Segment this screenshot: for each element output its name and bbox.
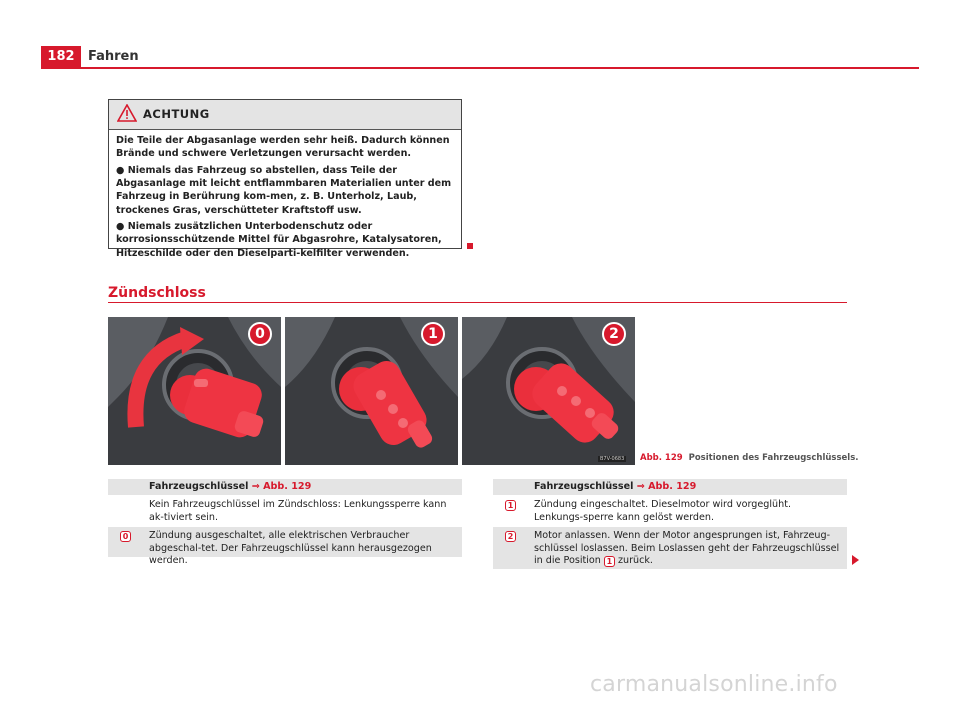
table-header-text: Fahrzeugschlüssel bbox=[534, 481, 637, 492]
warning-bullet: ● Niemals das Fahrzeug so abstellen, dass Teile der Abgasanlage mit leicht entflammbaren Materialien unter dem Fahrzeug in Berührung kom-men, z. B. Unterholz, Laub, trockenes Gras, verschütteter Kraftstoff usw. bbox=[116, 164, 452, 216]
table-row bbox=[493, 495, 847, 526]
table-row-text: Zündung ausgeschaltet, alle elektrischen Verbraucher abgeschal-tet. Der Fahrzeugschlüssel kann herausgezogen werden. bbox=[149, 530, 432, 566]
key-positions-table-right bbox=[493, 479, 847, 569]
table-row-text bbox=[534, 530, 840, 568]
figure-caption-text: Positionen des Fahrzeugschlüssels. bbox=[688, 453, 859, 463]
position-badge-1: 1 bbox=[421, 322, 445, 346]
ignition-key-figure bbox=[108, 317, 632, 465]
table-row-text: Zündung eingeschaltet. Dieselmotor wird vorgeglüht. Lenkungs-sperre kann gelöst werden. bbox=[534, 499, 792, 523]
position-key-2: 2 bbox=[505, 531, 516, 542]
warning-box bbox=[108, 99, 462, 259]
figure-panel-position-0 bbox=[108, 317, 281, 465]
position-badge-0: 0 bbox=[248, 322, 272, 346]
image-code: B7V-0683 bbox=[600, 456, 625, 462]
table-row bbox=[493, 526, 847, 569]
table-row-text: Kein Fahrzeugschlüssel im Zündschloss: Lenkungssperre kann ak-tiviert sein. bbox=[149, 499, 447, 523]
table-row bbox=[108, 526, 462, 566]
warning-header bbox=[109, 100, 461, 130]
inline-position-key-1: 1 bbox=[604, 556, 615, 567]
table-header bbox=[108, 479, 462, 495]
key-positions-table-left bbox=[108, 479, 462, 566]
position-key-0: 0 bbox=[120, 531, 131, 542]
section-rule bbox=[108, 302, 847, 303]
section-end-marker bbox=[467, 243, 473, 249]
chapter-title: Fahren bbox=[88, 49, 139, 64]
section-title: Zündschloss bbox=[108, 285, 206, 301]
warning-paragraph: Die Teile der Abgasanlage werden sehr heiß. Dadurch können Brände und schwere Verletzungen verursacht werden. bbox=[116, 135, 450, 160]
figure-caption-label: Abb. 129 bbox=[640, 453, 683, 463]
warning-body bbox=[116, 134, 458, 263]
watermark: carmanualsonline.info bbox=[590, 672, 838, 697]
figure-caption bbox=[640, 453, 859, 463]
warning-triangle-icon bbox=[117, 104, 137, 122]
header-rule bbox=[41, 67, 919, 69]
position-badge-2: 2 bbox=[602, 322, 626, 346]
warning-title: ACHTUNG bbox=[143, 107, 210, 121]
warning-bullet: ● Niemals zusätzlichen Unterbodenschutz oder korrosionsschützende Mittel für Abgasrohre, Katalysatoren, Hitzeschilde oder den Dieselparti-kelfilter verwenden. bbox=[116, 221, 442, 259]
continue-arrow-icon bbox=[852, 555, 859, 565]
figure-reference-link[interactable]: ⇒ Abb. 129 bbox=[636, 481, 697, 492]
figure-reference-link[interactable]: ⇒ Abb. 129 bbox=[251, 481, 312, 492]
position-key-1: 1 bbox=[505, 500, 516, 511]
page-number: 182 bbox=[41, 46, 81, 68]
figure-panel-position-1 bbox=[285, 317, 458, 465]
row-text-part: zurück. bbox=[614, 555, 653, 566]
table-header bbox=[493, 479, 847, 495]
row-text-part: Motor anlassen. Wenn der Motor angesprungen ist, Fahrzeug-schlüssel loslassen. Beim Loslassen geht der Fahrzeugschlüssel in die Position bbox=[534, 530, 840, 566]
table-row bbox=[108, 495, 462, 526]
table-header-text: Fahrzeugschlüssel bbox=[149, 481, 252, 492]
figure-panel-position-2 bbox=[462, 317, 635, 465]
